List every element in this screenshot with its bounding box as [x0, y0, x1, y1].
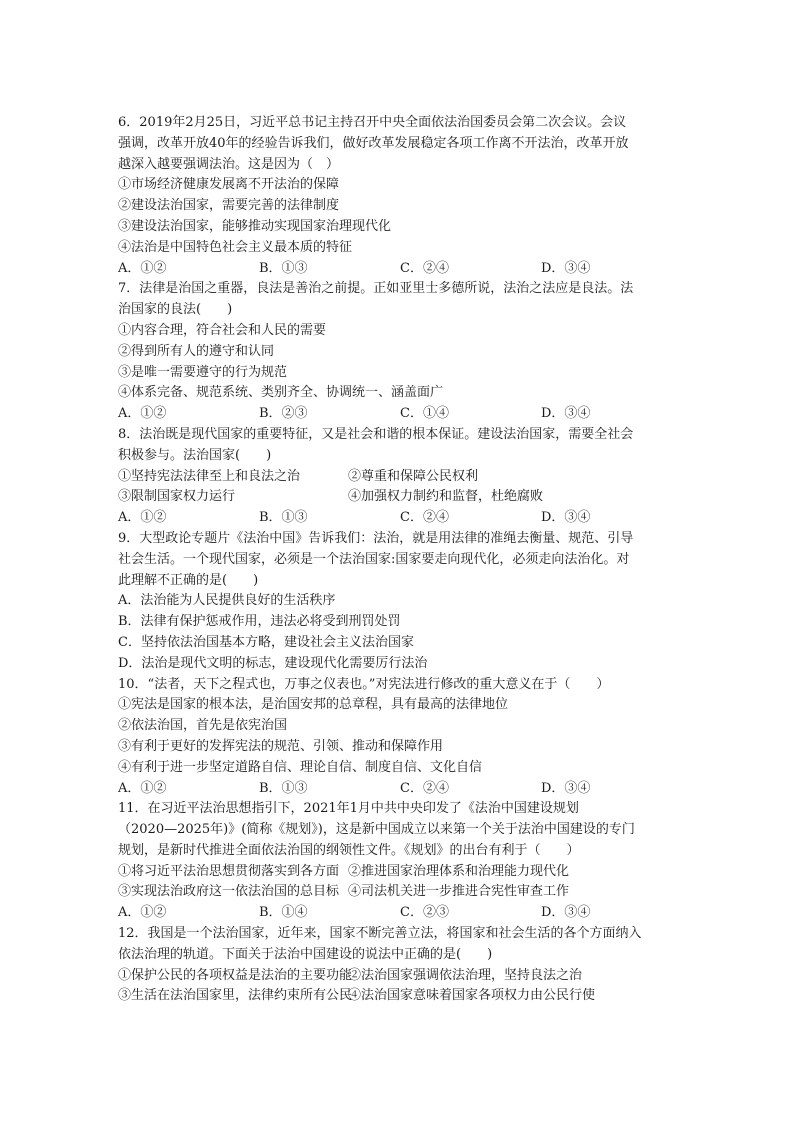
- statement: ③生活在法治国家里，法律约束所有公民: [118, 988, 353, 1004]
- option-c: C．②④: [400, 780, 449, 796]
- question-9: [118, 529, 684, 675]
- answer-options: [118, 508, 684, 529]
- statement: ④司法机关进一步推进合宪性审查工作: [348, 884, 570, 900]
- statement: ④法治国家意味着国家各项权力由公民行使: [348, 988, 596, 1004]
- choice-c: C．坚持依法治国基本方略，建设社会主义法治国家: [118, 634, 414, 650]
- answer-options: [118, 779, 684, 800]
- question-12: [118, 924, 684, 1007]
- option-b: B．①③: [259, 780, 308, 796]
- statement: ③建设法治国家，能够推动实现国家治理现代化: [118, 218, 392, 234]
- question-stem: 此理解不正确的是( ): [118, 572, 259, 588]
- question-stem: 8．法治既是现代国家的重要特征，又是社会和谐的根本保证。建设法治国家，需要全社会: [118, 426, 634, 442]
- question-11: [118, 799, 684, 924]
- statement: ③是唯一需要遵守的行为规范: [118, 364, 288, 380]
- option-d: D．③④: [541, 406, 591, 422]
- option-d: D．③④: [541, 260, 591, 276]
- statement: ④法治是中国特色社会主义最本质的特征: [118, 239, 353, 255]
- answer-options: [118, 259, 684, 280]
- question-stem: 6．2019年2月25日，习近平总书记主持召开中央全面依法治国委员会第二次会议。会议: [118, 115, 627, 130]
- statement: ②法治国家强调依法治理，坚持良法之治: [348, 967, 583, 983]
- question-stem: 规划，是新时代推进全面依法治国的纲领性文件。《规划》的出台有利于（ ）: [118, 842, 580, 858]
- question-stem: 依法治理的轨道。下面关于法治中国建设的说法中正确的是( ): [118, 946, 493, 962]
- question-stem: 7．法律是治国之重器，良法是善治之前提。正如亚里士多德所说，法治之法应是良法。法: [118, 281, 634, 297]
- question-stem: （2020—2025年)》(简称《规划》)，这是新中国成立以来第一个关于法治中国建设的专门: [118, 822, 635, 838]
- statement: ③实现法治政府这一依法治国的总目标: [118, 884, 340, 900]
- statement: ②得到所有人的遵守和认同: [118, 343, 275, 359]
- choice-a: A．法治能为人民提供良好的生活秩序: [118, 593, 336, 609]
- statement: ①将习近平法治思想贯彻落实到各方面: [118, 863, 340, 879]
- option-c: C．②③: [400, 905, 449, 921]
- statement: ④有利于进一步坚定道路自信、理论自信、制度自信、文化自信: [118, 759, 483, 775]
- question-7: [118, 279, 684, 425]
- option-b: B．①④: [259, 905, 308, 921]
- statement-row: [118, 966, 684, 987]
- question-stem: 越深入越要强调法治。这是因为（ ）: [118, 156, 340, 172]
- option-b: B．①③: [259, 510, 308, 526]
- option-d: D．③④: [541, 905, 591, 921]
- option-a: A．①②: [118, 905, 167, 921]
- statement: ③有利于更好的发挥宪法的规范、引领、推动和保障作用: [118, 738, 444, 754]
- question-6: [118, 113, 684, 279]
- option-a: A．①②: [118, 780, 167, 796]
- option-a: A．①②: [118, 260, 167, 276]
- statement: ①宪法是国家的根本法，是治国安邦的总章程，具有最高的法律地位: [118, 697, 509, 713]
- statement: ③限制国家权力运行: [118, 489, 236, 505]
- statement-row: [118, 882, 684, 903]
- question-stem: 12．我国是一个法治国家，近年来，国家不断完善立法，将国家和社会生活的各个方面纳入: [118, 926, 642, 942]
- statement: ①内容合理，符合社会和人民的需要: [118, 322, 327, 338]
- statement-row: [118, 986, 684, 1007]
- choice-d: D．法治是现代文明的标志，建设现代化需要厉行法治: [118, 655, 428, 671]
- statement: ①市场经济健康发展离不开法治的保障: [118, 177, 340, 193]
- statement: ②推进国家治理体系和治理能力现代化: [348, 863, 570, 879]
- question-stem: 积极参与。法治国家( ): [118, 447, 272, 463]
- option-b: B．①③: [259, 260, 308, 276]
- option-b: B．②③: [259, 406, 308, 422]
- option-c: C．②④: [400, 510, 449, 526]
- statement: ②尊重和保障公民权利: [348, 468, 479, 484]
- question-stem: 治国家的良法( ): [118, 302, 233, 318]
- answer-options: [118, 903, 684, 924]
- option-a: A．①②: [118, 406, 167, 422]
- statement: ②建设法治国家，需要完善的法律制度: [118, 198, 340, 214]
- statement: ④体系完备、规范系统、类别齐全、协调统一、涵盖面广: [118, 385, 444, 401]
- option-c: C．②④: [400, 260, 449, 276]
- option-d: D．③④: [541, 780, 591, 796]
- option-c: C．①④: [400, 406, 449, 422]
- question-8: [118, 425, 684, 529]
- question-stem: 10．“法者，天下之程式也，万事之仪表也。”对宪法进行修改的重大意义在于（ ）: [118, 676, 610, 692]
- statement: ①坚持宪法法律至上和良法之治: [118, 468, 301, 484]
- answer-options: [118, 404, 684, 425]
- statement-row: [118, 467, 684, 488]
- question-10: [118, 675, 684, 800]
- statement-row: [118, 862, 684, 883]
- question-stem: 社会生活。一个现代国家，必须是一个法治国家:国家要走向现代化，必须走向法治化。对: [118, 551, 630, 567]
- option-d: D．③④: [541, 510, 591, 526]
- statement: ①保护公民的各项权益是法治的主要功能: [118, 967, 353, 983]
- statement: ④加强权力制约和监督，杜绝腐败: [348, 489, 544, 505]
- question-stem: 强调，改革开放40年的经验告诉我们，做好改革发展稳定各项工作离不开法治，改革开放: [118, 135, 629, 151]
- question-stem: 9．大型政论专题片《法治中国》告诉我们：法治，就是用法律的准绳去衡量、规范、引导: [118, 530, 634, 546]
- question-stem: 11．在习近平法治思想指引下，2021年1月中共中央印发了《法治中国建设规划: [118, 801, 579, 817]
- exam-page: [118, 113, 684, 1007]
- option-a: A．①②: [118, 510, 167, 526]
- choice-b: B．法律有保护惩戒作用，违法必将受到刑罚处罚: [118, 614, 401, 630]
- statement: ②依法治国，首先是依宪治国: [118, 718, 288, 734]
- statement-row: [118, 487, 684, 508]
